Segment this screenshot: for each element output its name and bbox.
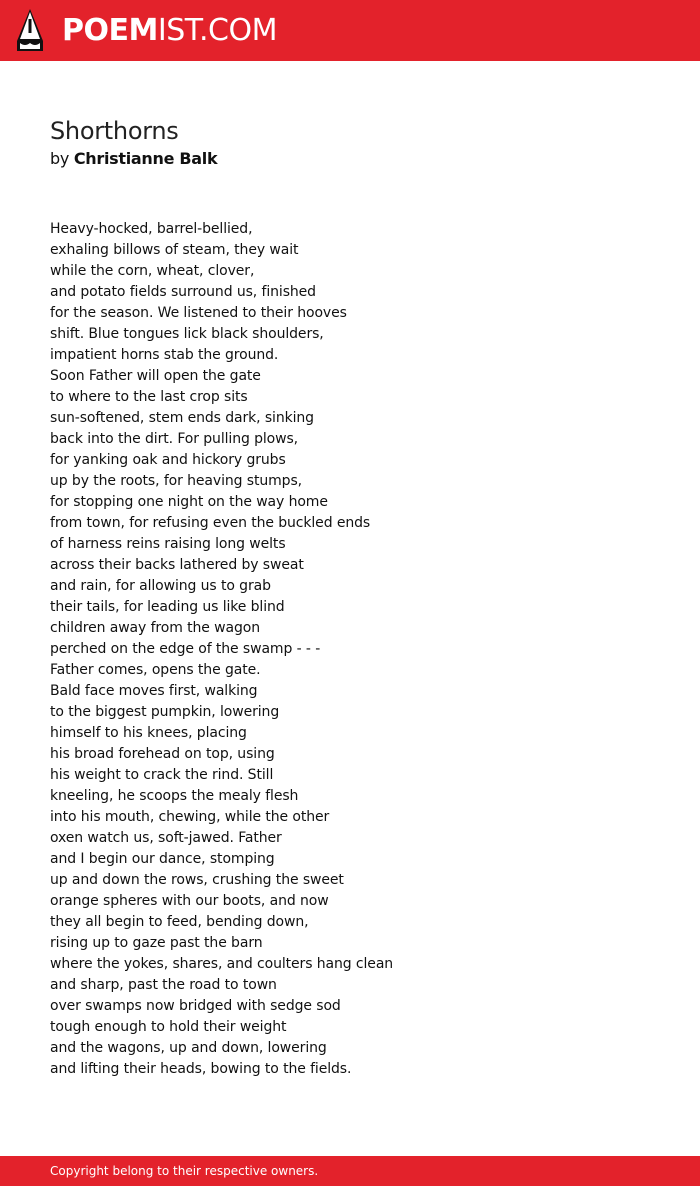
poem-line: himself to his knees, placing [50,725,247,741]
poem-line: children away from the wagon [50,620,260,636]
poem-line: Soon Father will open the gate [50,368,261,384]
logo-text-light: IST.COM [157,13,277,48]
poem-line: back into the dirt. For pulling plows, [50,431,299,447]
site-header [0,0,700,61]
poem-line: sun-softened, stem ends dark, sinking [50,410,314,426]
poem-line: orange spheres with our boots, and now [50,893,329,909]
site-footer [0,1156,700,1186]
poem-line: exhaling billows of steam, they wait [50,242,299,258]
poem-line: tough enough to hold their weight [50,1019,287,1035]
poem-byline [50,149,217,169]
poem-line: rising up to gaze past the barn [50,935,263,951]
poem-line: shift. Blue tongues lick black shoulders, [50,326,324,342]
poem-body [50,219,670,1080]
poem-line: they all begin to feed, bending down, [50,914,309,930]
poem-line: over swamps now bridged with sedge sod [50,998,341,1014]
poem-line: Father comes, opens the gate. [50,662,261,678]
poem-line: oxen watch us, soft-jawed. Father [50,830,282,846]
copyright-text: Copyright belong to their respective owners. [50,1164,319,1178]
pen-nib-icon[interactable] [17,9,43,51]
poem-line: perched on the edge of the swamp - - - [50,641,321,657]
poem-line: to where to the last crop sits [50,389,248,405]
poem-line: up by the roots, for heaving stumps, [50,473,302,489]
poem-line: across their backs lathered by sweat [50,557,304,573]
poem-line: for yanking oak and hickory grubs [50,452,286,468]
poem-line: his broad forehead on top, using [50,746,275,762]
poem-line: impatient horns stab the ground. [50,347,279,363]
poem-line: and the wagons, up and down, lowering [50,1040,327,1056]
poem-line: kneeling, he scoops the mealy flesh [50,788,299,804]
poem-line: where the yokes, shares, and coulters hang clean [50,956,394,972]
poem-author[interactable]: Christianne Balk [73,149,218,168]
poem-line: of harness reins raising long welts [50,536,286,552]
poem-line: and sharp, past the road to town [50,977,277,993]
poem-line: for the season. We listened to their hooves [50,305,347,321]
poem-line: their tails, for leading us like blind [50,599,285,615]
poem-line: and rain, for allowing us to grab [50,578,271,594]
poem-line: Heavy-hocked, barrel-bellied, [50,221,253,237]
poem-line: his weight to crack the rind. Still [50,767,274,783]
poem-line: while the corn, wheat, clover, [50,263,255,279]
poem-line: Bald face moves first, walking [50,683,258,699]
poem-line: and potato fields surround us, finished [50,284,316,300]
poem-line: into his mouth, chewing, while the other [50,809,330,825]
poem-line: to the biggest pumpkin, lowering [50,704,280,720]
poem-line: and lifting their heads, bowing to the fields. [50,1061,352,1077]
poem-line: for stopping one night on the way home [50,494,328,510]
poem-title: Shorthorns [50,117,179,145]
by-label: by [50,149,70,168]
poem-line: up and down the rows, crushing the sweet [50,872,344,888]
site-logo[interactable] [62,13,277,49]
logo-text-bold: POEM [62,13,158,48]
poem-line: and I begin our dance, stomping [50,851,275,867]
poem-line: from town, for refusing even the buckled ends [50,515,371,531]
